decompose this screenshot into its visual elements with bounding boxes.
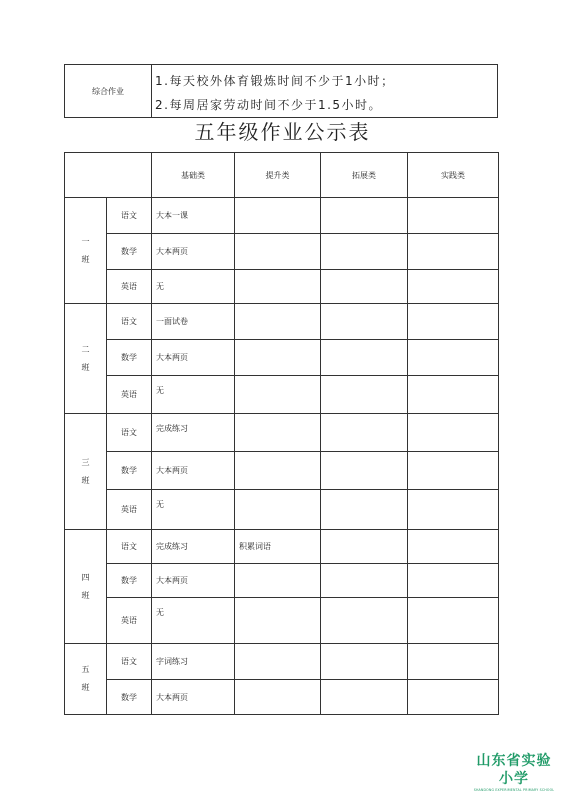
homework-cell — [408, 376, 499, 414]
homework-cell — [321, 270, 408, 304]
homework-cell: 大本两页 — [152, 234, 235, 270]
class-name-char: 班 — [81, 475, 90, 485]
requirement-line-2: 2.每周居家劳动时间不少于1.5小时。 — [155, 98, 383, 112]
header-extend: 拓展类 — [321, 153, 408, 198]
table-row — [65, 414, 499, 452]
homework-cell — [235, 414, 321, 452]
table-row — [65, 198, 499, 234]
homework-cell — [235, 680, 321, 715]
table-row — [65, 234, 499, 270]
homework-cell — [321, 304, 408, 340]
class-name-char: 一 — [81, 236, 90, 246]
homework-cell — [321, 680, 408, 715]
table-row — [65, 490, 499, 530]
subject-cell: 数学 — [107, 234, 152, 270]
subject-cell: 语文 — [107, 414, 152, 452]
class-name-char: 班 — [81, 254, 90, 264]
class-name-char: 班 — [81, 362, 90, 372]
table-row — [65, 680, 499, 715]
homework-cell — [408, 564, 499, 598]
class-name-cell — [65, 414, 107, 530]
subject-cell: 数学 — [107, 680, 152, 715]
homework-cell: 字词练习 — [152, 644, 235, 680]
homework-cell: 完成练习 — [152, 414, 235, 452]
homework-cell — [235, 304, 321, 340]
table-row — [65, 270, 499, 304]
table-row — [65, 452, 499, 490]
header-basic: 基础类 — [152, 153, 235, 198]
table-row — [65, 530, 499, 564]
table-row — [65, 376, 499, 414]
homework-cell — [408, 270, 499, 304]
subject-cell: 英语 — [107, 270, 152, 304]
homework-cell — [235, 452, 321, 490]
homework-cell — [408, 304, 499, 340]
homework-cell: 一面试卷 — [152, 304, 235, 340]
comprehensive-homework-box — [64, 64, 498, 118]
subject-cell: 语文 — [107, 304, 152, 340]
header-row — [65, 153, 499, 198]
school-logo — [471, 752, 557, 792]
class-name-char: 班 — [81, 683, 90, 692]
subject-cell: 语文 — [107, 530, 152, 564]
table-row — [65, 644, 499, 680]
homework-cell: 大本两页 — [152, 680, 235, 715]
subject-cell: 数学 — [107, 564, 152, 598]
table-row — [65, 598, 499, 644]
homework-cell — [408, 644, 499, 680]
homework-cell — [408, 490, 499, 530]
homework-cell — [235, 644, 321, 680]
homework-cell: 大本一课 — [152, 198, 235, 234]
homework-cell — [321, 564, 408, 598]
homework-cell — [408, 530, 499, 564]
homework-cell: 大本两页 — [152, 564, 235, 598]
homework-cell — [408, 198, 499, 234]
table-row — [65, 340, 499, 376]
homework-cell — [321, 490, 408, 530]
homework-cell — [235, 340, 321, 376]
homework-cell — [321, 198, 408, 234]
homework-cell — [408, 680, 499, 715]
homework-cell — [408, 414, 499, 452]
subject-cell: 英语 — [107, 490, 152, 530]
homework-cell: 大本两页 — [152, 340, 235, 376]
subject-cell: 语文 — [107, 644, 152, 680]
page-title: 五年级作业公示表 — [194, 120, 371, 144]
class-name-cell — [65, 644, 107, 715]
class-name-cell — [65, 530, 107, 644]
homework-cell: 无 — [152, 376, 235, 414]
homework-cell: 无 — [152, 270, 235, 304]
homework-cell: 完成练习 — [152, 530, 235, 564]
homework-cell — [321, 598, 408, 644]
homework-cell — [235, 598, 321, 644]
school-logo-english: SHANDONG EXPERIMENTAL PRIMARY SCHOOL — [473, 788, 555, 792]
subject-cell: 数学 — [107, 452, 152, 490]
school-logo-name: 山东省实验小学 — [476, 753, 552, 787]
requirement-line-1: 1.每天校外体育锻炼时间不少于1小时； — [155, 74, 395, 88]
homework-cell — [321, 234, 408, 270]
subject-cell: 语文 — [107, 198, 152, 234]
homework-cell — [408, 234, 499, 270]
homework-cell — [235, 270, 321, 304]
homework-cell — [235, 564, 321, 598]
class-name-char: 五 — [81, 665, 90, 674]
homework-cell — [321, 376, 408, 414]
class-name-char: 三 — [81, 457, 90, 467]
class-name-cell — [65, 304, 107, 414]
header-improve: 提升类 — [235, 153, 321, 198]
homework-table — [64, 152, 499, 715]
subject-cell: 英语 — [107, 376, 152, 414]
homework-cell — [321, 340, 408, 376]
homework-cell — [408, 452, 499, 490]
homework-cell — [321, 530, 408, 564]
homework-cell — [321, 644, 408, 680]
homework-cell: 大本两页 — [152, 452, 235, 490]
subject-cell: 英语 — [107, 598, 152, 644]
comprehensive-homework-lines — [155, 69, 495, 117]
class-name-char: 班 — [81, 590, 90, 600]
table-row — [65, 564, 499, 598]
homework-cell — [235, 376, 321, 414]
table-row — [65, 304, 499, 340]
class-name-char: 四 — [81, 572, 90, 582]
homework-cell — [235, 234, 321, 270]
homework-cell: 积累词语 — [235, 530, 321, 564]
class-name-cell — [65, 198, 107, 304]
homework-cell — [235, 490, 321, 530]
homework-cell — [321, 414, 408, 452]
class-name-char: 二 — [81, 344, 90, 354]
homework-cell: 无 — [152, 490, 235, 530]
homework-cell — [235, 198, 321, 234]
homework-cell — [408, 340, 499, 376]
header-practice: 实践类 — [408, 153, 499, 198]
header-corner-cell — [65, 153, 152, 198]
homework-cell — [321, 452, 408, 490]
subject-cell: 数学 — [107, 340, 152, 376]
homework-cell: 无 — [152, 598, 235, 644]
comprehensive-homework-label: 综合作业 — [65, 65, 152, 117]
homework-cell — [408, 598, 499, 644]
